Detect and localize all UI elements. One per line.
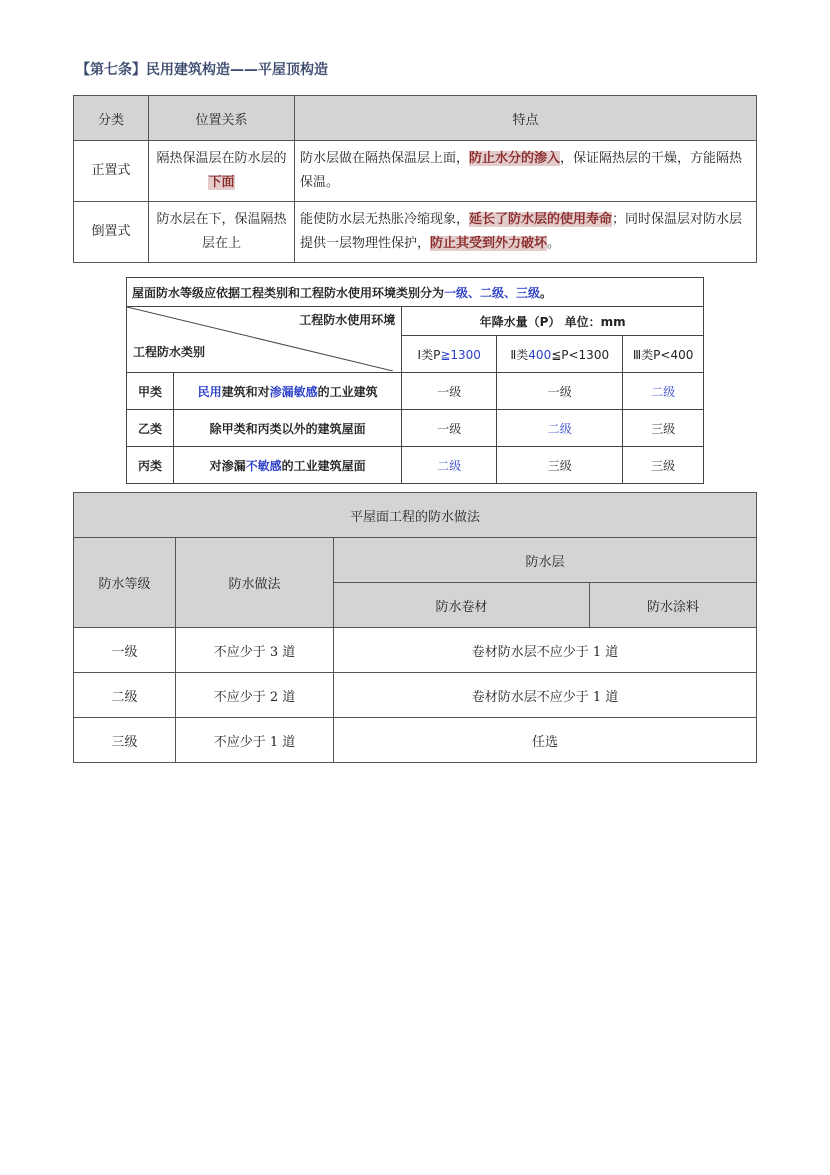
row-category: 甲类	[127, 373, 174, 410]
highlight-text: 延长了防水层的使用寿命	[469, 212, 613, 227]
grade-note	[127, 278, 704, 307]
row-description	[174, 373, 402, 410]
feature-text: 能使防水层无热胀冷缩现象，	[300, 212, 470, 227]
feature-text: ，保证隔热层的干燥，方能隔热保温。	[300, 151, 743, 190]
waterproof-grade-table	[126, 277, 704, 484]
col-text: Ⅰ类P	[417, 347, 441, 362]
roof-types-table	[73, 95, 757, 263]
flat-roof-waterproof-table	[73, 492, 757, 763]
cell-value: 三级	[623, 410, 704, 447]
table-header-row	[74, 96, 757, 141]
table-title: 平屋面工程的防水做法	[74, 493, 757, 538]
col-class-3: Ⅲ类P<400	[623, 336, 704, 373]
col-highlight: ≧1300	[440, 347, 481, 362]
row-type: 倒置式	[74, 202, 149, 263]
table-row	[74, 628, 757, 673]
highlight-text: 防止水分的渗入	[469, 151, 561, 166]
row-description	[174, 447, 402, 484]
header-layer: 防水层	[334, 538, 757, 583]
rain-header: 年降水量（P） 单位：mm	[402, 307, 704, 336]
header-position: 位置关系	[149, 96, 295, 141]
cell-value: 二级	[623, 373, 704, 410]
table-row	[127, 447, 704, 484]
cell-value: 二级	[497, 410, 623, 447]
header-grade: 防水等级	[74, 538, 176, 628]
row-grade: 一级	[74, 628, 176, 673]
table-row	[74, 718, 757, 763]
cell-value: 一级	[402, 410, 497, 447]
row-category: 丙类	[127, 447, 174, 484]
col-highlight: 400	[528, 347, 552, 362]
note-text: 。	[540, 285, 553, 300]
desc-highlight: 不敏感	[245, 458, 282, 473]
row-layer: 卷材防水层不应少于 1 道	[334, 628, 757, 673]
cell-value: 一级	[402, 373, 497, 410]
highlight-text: 防止其受到外力破坏	[430, 236, 548, 251]
cell-value: 三级	[623, 447, 704, 484]
note-text: 屋面防水等级应依据工程类别和工程防水使用环境类别分为	[132, 285, 445, 300]
desc-highlight: 渗漏敏感	[269, 384, 318, 399]
header-feature: 特点	[295, 96, 757, 141]
section-heading: 【第七条】民用建筑构造——平屋顶构造	[76, 62, 328, 78]
desc-text: 的工业建筑	[317, 384, 378, 399]
row-feature	[295, 141, 757, 202]
desc-text: 对渗漏	[209, 458, 246, 473]
diag-bottom-label: 工程防水类别	[133, 345, 206, 359]
desc-text: 建筑和对	[221, 384, 270, 399]
col-class-1	[402, 336, 497, 373]
header-method: 防水做法	[176, 538, 334, 628]
row-grade: 二级	[74, 673, 176, 718]
row-type: 正置式	[74, 141, 149, 202]
row-grade: 三级	[74, 718, 176, 763]
header-roll: 防水卷材	[334, 583, 590, 628]
row-method: 不应少于 1 道	[176, 718, 334, 763]
col-class-2	[497, 336, 623, 373]
table-row	[127, 373, 704, 410]
cell-value: 二级	[402, 447, 497, 484]
row-position: 防水层在下，保温隔热层在上	[149, 202, 295, 263]
table-row	[74, 141, 757, 202]
note-highlight: 一级、二级、三级	[444, 285, 541, 300]
feature-text: 防水层做在隔热保温层上面，	[300, 151, 470, 166]
table-row	[74, 673, 757, 718]
header-coating: 防水涂料	[590, 583, 757, 628]
row-feature	[295, 202, 757, 263]
position-text: 隔热保温层在防水层的	[156, 151, 287, 166]
cell-value: 三级	[497, 447, 623, 484]
row-position	[149, 141, 295, 202]
row-description: 除甲类和丙类以外的建筑屋面	[174, 410, 402, 447]
cell-value: 一级	[497, 373, 623, 410]
highlight-text: 下面	[208, 175, 235, 190]
diag-top-label: 工程防水使用环境	[299, 313, 396, 327]
row-layer: 任选	[334, 718, 757, 763]
col-text: Ⅱ类	[510, 347, 529, 362]
feature-text: 。	[547, 236, 561, 251]
table-row	[74, 202, 757, 263]
desc-text: 的工业建筑屋面	[281, 458, 366, 473]
row-category: 乙类	[127, 410, 174, 447]
row-method: 不应少于 3 道	[176, 628, 334, 673]
feature-text: ；同时保温层对防水层提供一层物理性保护，	[300, 212, 743, 251]
row-method: 不应少于 2 道	[176, 673, 334, 718]
col-text: ≦P<1300	[551, 347, 610, 362]
header-category: 分类	[74, 96, 149, 141]
table-row	[127, 410, 704, 447]
diagonal-header	[127, 307, 402, 373]
row-layer: 卷材防水层不应少于 1 道	[334, 673, 757, 718]
desc-highlight: 民用	[197, 384, 222, 399]
